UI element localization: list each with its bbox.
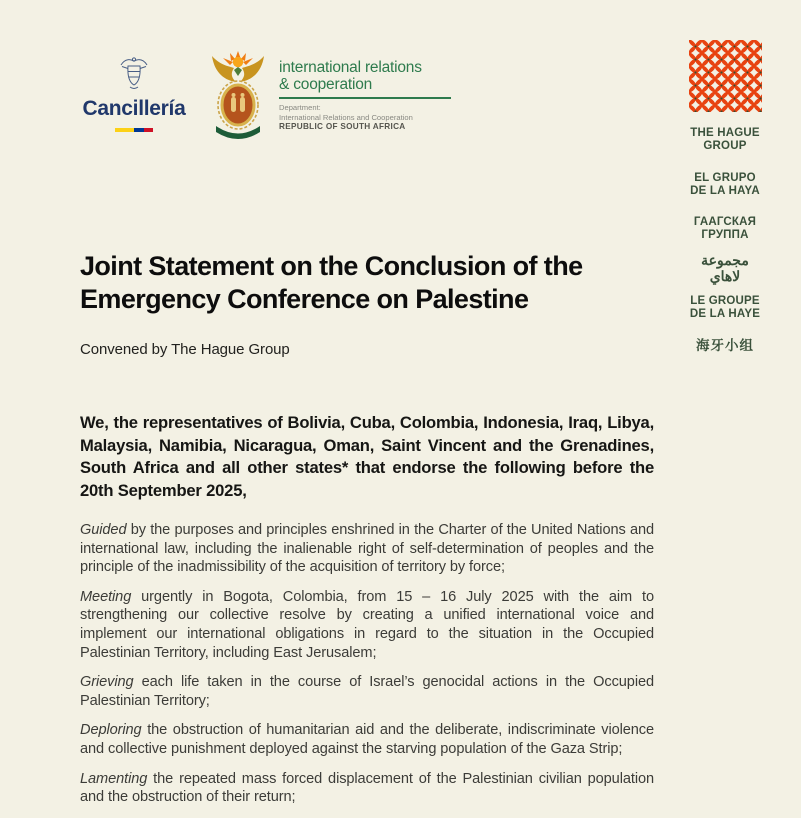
paragraph-lead: Grieving [80, 674, 134, 691]
dirco-brand-line2: & cooperation [279, 75, 373, 93]
statement-paragraph-grieving [80, 673, 654, 710]
dirco-dept-line3: REPUBLIC OF SOUTH AFRICA [279, 122, 406, 132]
hague-group-rail [661, 40, 789, 353]
south-africa-coat-of-arms-icon [208, 50, 268, 142]
paragraph-text: urgently in Bogota, Colombia, from 15 – 16 July 2025 with the aim to strengthening our collective resolve by creating a unified international voice and implement our international obligations in regard to the situation in the Occupied Palestinian Territory, including East Jerusalem; [80, 588, 654, 661]
dirco-text-block [279, 50, 451, 132]
statement-paragraph-deploring [80, 721, 654, 758]
paragraph-text: by the purposes and principles enshrined in the Charter of the United Nations and international law, including the inalienable right of self-determination of peoples and the principle of the inadmissibility of the acquisition of territory by force; [80, 522, 654, 576]
rail-label-russian: ГААГСКАЯ ГРУППА [693, 216, 757, 241]
rail-label-spanish: EL GRUPO DE LA HAYA [690, 172, 760, 197]
rail-label-arabic: مجموعة لاهاي [701, 252, 749, 284]
page-title-line1: Joint Statement on the Conclusion of the [80, 251, 583, 281]
statement-paragraph-guided [80, 521, 654, 577]
paragraph-text: the repeated mass forced displacement of the Palestinian civilian population and the obstruction of their return; [80, 770, 654, 806]
statement-intro: We, the representatives of Bolivia, Cuba, Colombia, Indonesia, Iraq, Libya, Malaysia, Namibia, Nicaragua, Oman, Saint Vincent and the Grenadines, South Africa and all other states* that endorse the following before the 20th September 2025, [80, 413, 654, 500]
dirco-dept-line2: International Relations and Cooperation [279, 112, 413, 122]
paragraph-text: each life taken in the course of Israel’s genocidal actions in the Occupied Palestinian Territory; [80, 674, 654, 709]
dirco-logo [208, 50, 451, 142]
statement-paragraph-lamenting [80, 770, 654, 807]
paragraph-lead: Guided [80, 522, 127, 538]
paragraph-lead: Deploring [80, 722, 142, 739]
cancilleria-crest-icon [117, 54, 151, 96]
statement-body [80, 521, 654, 818]
page-subtitle: Convened by The Hague Group [80, 341, 290, 358]
paragraph-lead: Meeting [80, 588, 132, 605]
rail-label-french: LE GROUPE DE LA HAYE [689, 295, 761, 320]
dirco-divider [279, 97, 451, 99]
page-title [80, 250, 665, 316]
rail-label-english: THE HAGUE GROUP [690, 127, 760, 152]
cancilleria-wordmark: Cancillería [82, 97, 186, 120]
dirco-brand-line1: international relations [279, 59, 422, 76]
page-title-line2: Emergency Conference on Palestine [80, 284, 529, 314]
statement-paragraph-meeting [80, 588, 654, 662]
paragraph-text: the obstruction of humanitarian aid and the deliberate, indiscriminate violence and collective punishment deployed against the starving population of the Gaza Strip; [80, 722, 654, 757]
colombia-flag-bar [115, 128, 153, 132]
cancilleria-logo [76, 54, 192, 132]
dirco-dept-line1: Department: [279, 103, 321, 112]
hague-group-pattern-logo [689, 40, 762, 112]
rail-label-chinese: 海牙小组 [696, 338, 754, 353]
paragraph-lead: Lamenting [80, 770, 148, 787]
